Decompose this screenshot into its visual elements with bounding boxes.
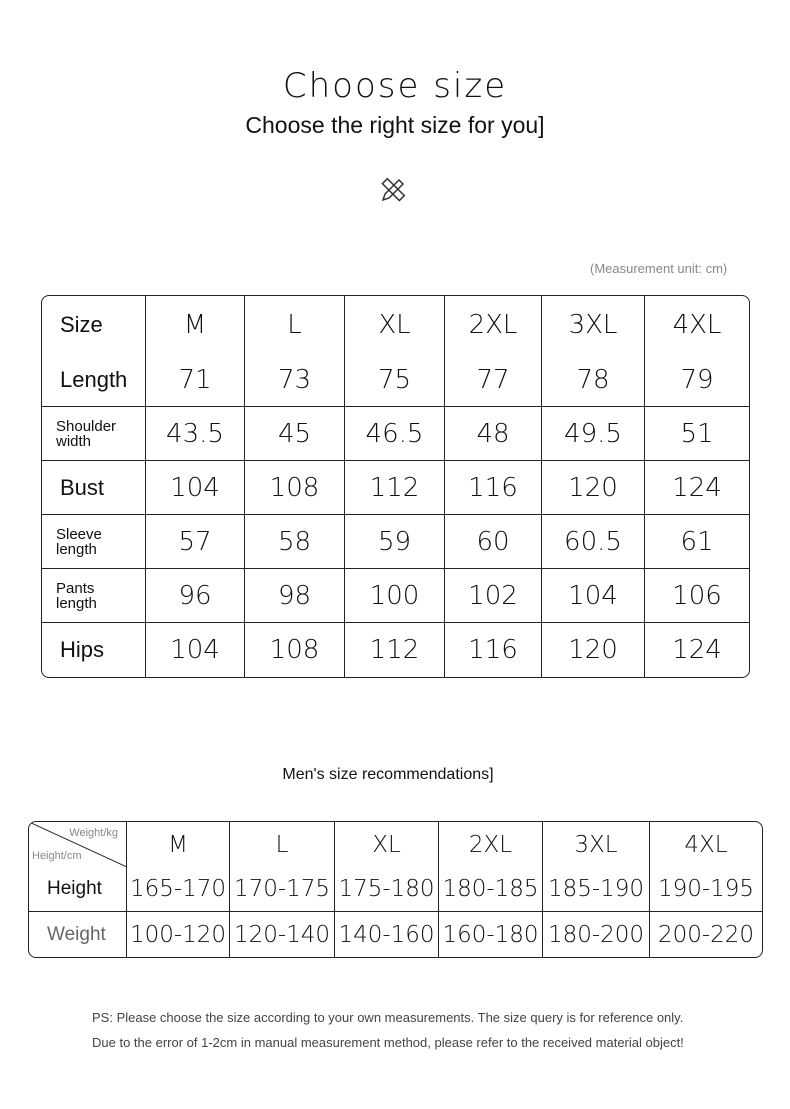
table-row [29, 867, 762, 912]
value-cell: 57 [146, 515, 245, 569]
value-cell: 59 [345, 515, 445, 569]
value-cell: 71 [146, 353, 245, 407]
table-row [42, 515, 749, 569]
value-cell: 51 [645, 407, 749, 461]
value-cell: 185-190 [543, 867, 650, 912]
value-cell: 160-180 [439, 912, 543, 957]
value-cell: 60 [445, 515, 542, 569]
value-cell: 77 [445, 353, 542, 407]
value-cell: 43.5 [146, 407, 245, 461]
value-cell: 96 [146, 569, 245, 623]
value-cell: 98 [245, 569, 345, 623]
corner-cell [29, 822, 127, 867]
value-cell: 100-120 [127, 912, 230, 957]
value-cell: 100 [345, 569, 445, 623]
value-cell: 180-185 [439, 867, 543, 912]
table-header-row [29, 822, 762, 867]
value-cell: 116 [445, 461, 542, 515]
header-cell: 3XL [543, 822, 650, 867]
table-row [42, 623, 749, 677]
value-cell: 46.5 [345, 407, 445, 461]
header-cell: L [245, 296, 345, 353]
value-cell: 45 [245, 407, 345, 461]
value-cell: 48 [445, 407, 542, 461]
header-cell: 4XL [672, 309, 722, 340]
row-label: Sleeve length [42, 515, 146, 569]
row-label: Shoulder width [42, 407, 146, 461]
value-cell: 58 [245, 515, 345, 569]
value-cell: 120 [542, 461, 645, 515]
value-cell: 49.5 [542, 407, 645, 461]
value-cell: 170-175 [230, 867, 335, 912]
value-cell: 180-200 [543, 912, 650, 957]
header-cell: 2XL [445, 296, 542, 353]
recommendation-table [28, 821, 763, 958]
value-cell: 112 [345, 461, 445, 515]
row-label: Bust [42, 461, 146, 515]
header-cell: M [127, 822, 230, 867]
header-cell: 4XL [684, 831, 728, 858]
value-cell: 75 [345, 353, 445, 407]
note-line: PS: Please choose the size according to your own measurements. The size query is for reference only. [92, 1010, 684, 1025]
header-cell: XL [335, 822, 439, 867]
header-cell: XL [345, 296, 445, 353]
value-cell: 112 [345, 623, 445, 677]
value-cell: 140-160 [335, 912, 439, 957]
size-chart-table [41, 295, 750, 678]
value-cell: 79 [645, 353, 749, 407]
value-cell: 120-140 [230, 912, 335, 957]
ruler-pencil-icon [379, 176, 407, 204]
value-cell: 104 [146, 623, 245, 677]
value-cell: 124 [645, 461, 749, 515]
height-axis-label: Height/cm [32, 850, 82, 862]
measurement-unit-note: (Measurement unit: cm) [590, 261, 728, 276]
value-cell: 108 [245, 461, 345, 515]
table-row [42, 461, 749, 515]
table-row [42, 569, 749, 623]
table-row [29, 912, 762, 957]
value-cell: 61 [645, 515, 749, 569]
row-label: Pants length [42, 569, 146, 623]
value-cell: 175-180 [335, 867, 439, 912]
value-cell: 108 [245, 623, 345, 677]
value-cell: 104 [146, 461, 245, 515]
value-cell: 78 [542, 353, 645, 407]
recommendations-title: Men's size recommendations] [282, 766, 494, 783]
row-label: Length [42, 353, 146, 407]
value-cell: 104 [542, 569, 645, 623]
table-row [42, 353, 749, 407]
header-cell: L [230, 822, 335, 867]
page-subtitle: Choose the right size for you] [245, 112, 545, 138]
value-cell: 60.5 [542, 515, 645, 569]
page-title: Choose size [282, 66, 508, 106]
table-row [42, 407, 749, 461]
table-header-row [42, 296, 749, 353]
header-cell: Size [42, 296, 146, 353]
value-cell: 120 [542, 623, 645, 677]
weight-axis-label: Weight/kg [69, 827, 118, 839]
row-label: Hips [42, 623, 146, 677]
value-cell: 102 [445, 569, 542, 623]
header-cell: M [146, 296, 245, 353]
value-cell: 116 [445, 623, 542, 677]
value-cell: 124 [672, 635, 722, 665]
row-label: Height [29, 867, 127, 912]
note-line: Due to the error of 1-2cm in manual measurement method, please refer to the received material object! [92, 1035, 684, 1050]
value-cell: 73 [245, 353, 345, 407]
header-cell: 2XL [439, 822, 543, 867]
value-cell: 190-195 [650, 867, 762, 912]
value-cell: 165-170 [127, 867, 230, 912]
value-cell: 106 [645, 569, 749, 623]
value-cell: 200-220 [657, 921, 755, 948]
row-label: Weight [29, 912, 127, 957]
header-cell: 3XL [542, 296, 645, 353]
